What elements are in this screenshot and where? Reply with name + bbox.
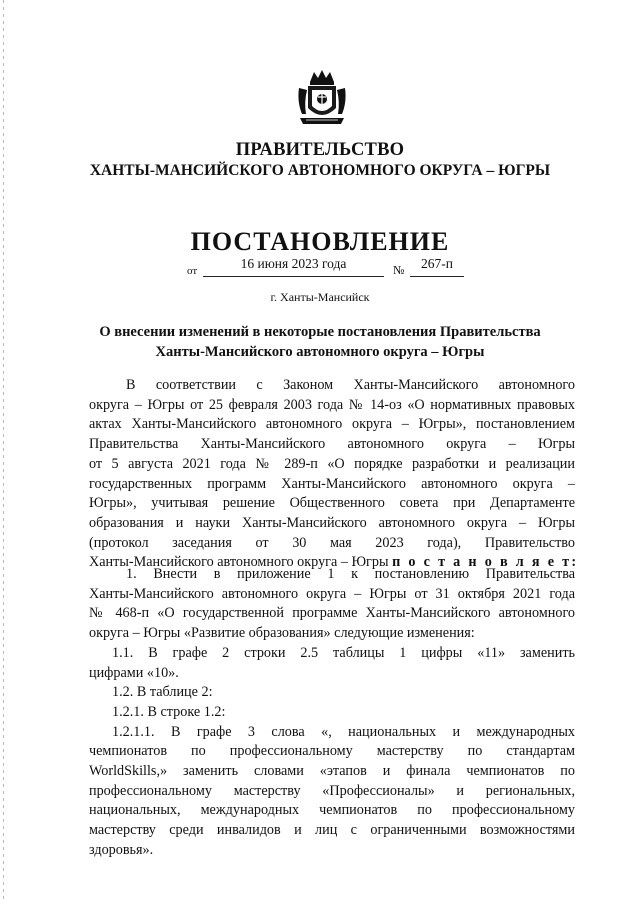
text-line: национальных, международных чемпионатов по профессиональному — [89, 802, 575, 819]
date-prefix: от — [187, 265, 198, 277]
document-number: 267-п — [421, 256, 453, 271]
region-title: ХАНТЫ-МАНСИЙСКОГО АВТОНОМНОГО ОКРУГА – ЮГРЫ — [89, 162, 551, 179]
text-line: образования и науки Ханты-Мансийского автономного округа – Югры — [89, 514, 575, 531]
text-line: № 468-п «О государственной программе Ханты-Мансийского автономного — [89, 605, 575, 622]
number-underline — [410, 276, 464, 277]
document-date: 16 июня 2023 года — [240, 256, 347, 271]
resolves-word: п о с т а н о в л я е т: — [392, 554, 579, 571]
text-line: 1. Внести в приложение 1 к постановлению Правительства — [126, 566, 575, 582]
subject-line: Ханты-Мансийского автономного округа – Югры — [155, 344, 485, 360]
text-line: государственных программ Ханты-Мансийского автономного округа – — [89, 475, 575, 492]
text-line: здоровья». — [89, 841, 154, 858]
date-underline — [203, 276, 384, 277]
text-line: актах Ханты-Мансийского автономного округа – Югры», постановлением — [89, 416, 575, 433]
text-line: профессиональному мастерству «Профессионалы» и региональных, — [89, 782, 575, 799]
text-line: Ханты-Мансийского автономного округа – Югры от 31 октября 2021 года — [89, 585, 575, 602]
document-subject — [0, 322, 640, 362]
coat-of-arms-icon — [296, 68, 348, 126]
city-label: г. Ханты-Мансийск — [270, 290, 370, 304]
text-line: Правительства Ханты-Мансийского автономного округа – Югры — [89, 436, 575, 453]
text-line: В соответствии с Законом Ханты-Мансийского автономного — [126, 377, 575, 393]
text-line: цифрами «10». — [89, 664, 179, 681]
text-line: от 5 августа 2021 года № 289-п «О порядке разработки и реализации — [89, 455, 575, 472]
scan-edge — [3, 0, 4, 899]
clauses-section — [89, 565, 575, 861]
subject-line: О внесении изменений в некоторые постановления Правительства — [99, 324, 541, 340]
text-line: округа – Югры от 25 февраля 2003 года № 14-оз «О нормативных правовых — [89, 396, 575, 413]
text-line: 1.1. В графе 2 строки 2.5 таблицы 1 цифры «11» заменить — [112, 644, 575, 661]
number-prefix: № — [393, 263, 405, 277]
text-fragment: Ханты-Мансийского автономного округа – Югры — [89, 554, 389, 571]
text-line: 1.2.1.1. В графе 3 слова «, национальных и международных — [112, 723, 575, 740]
clause-heading: 1.2. В таблице 2: — [112, 684, 213, 701]
text-line: округа – Югры «Развитие образования» следующие изменения: — [89, 625, 475, 642]
preamble-paragraph — [89, 376, 579, 573]
text-line: чемпионатов по профессиональному мастерству по стандартам — [89, 743, 575, 760]
text-line: (протокол заседания от 30 мая 2023 года), Правительство — [89, 534, 575, 551]
document-type-title: ПОСТАНОВЛЕНИЕ — [190, 227, 450, 256]
text-line: мастерству среди инвалидов и лиц с ограниченными возможностями — [89, 822, 575, 839]
text-line: WorldSkills,» заменить словами «этапов и финала чемпионатов по — [89, 763, 575, 780]
government-title: ПРАВИТЕЛЬСТВО — [235, 140, 405, 160]
text-line: Югры», учитывая решение Общественного совета при Департаменте — [89, 495, 575, 512]
clause-heading: 1.2.1. В строке 1.2: — [112, 703, 226, 720]
